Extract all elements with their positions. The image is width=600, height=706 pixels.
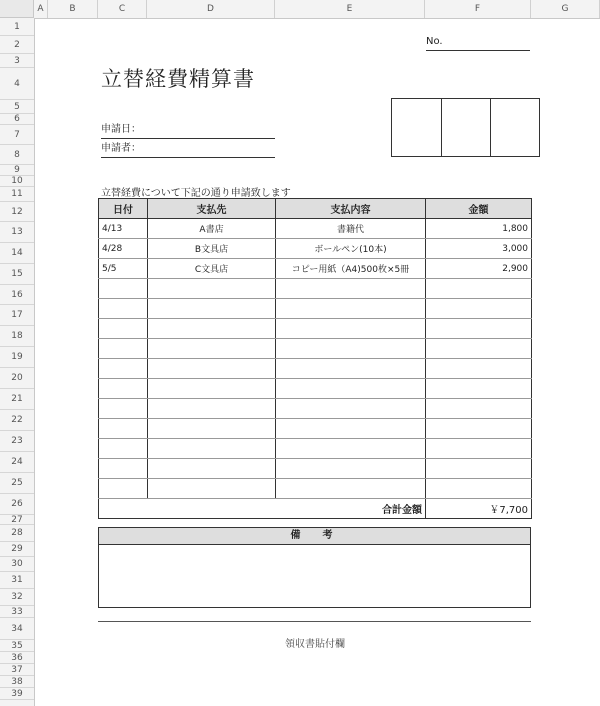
row-header-35[interactable]: 35 bbox=[0, 640, 34, 652]
cell-content[interactable] bbox=[276, 359, 426, 379]
cell-payee[interactable] bbox=[148, 479, 276, 499]
table-row bbox=[99, 439, 532, 459]
table-row bbox=[99, 359, 532, 379]
cell-date[interactable] bbox=[99, 279, 148, 299]
table-row bbox=[99, 459, 532, 479]
cell-date[interactable] bbox=[99, 439, 148, 459]
row-header-2[interactable]: 2 bbox=[0, 36, 34, 54]
cell-payee[interactable]: A書店 bbox=[148, 219, 276, 239]
cell-date[interactable] bbox=[99, 339, 148, 359]
row-header-17[interactable]: 17 bbox=[0, 305, 34, 326]
cell-amount[interactable]: 1,800 bbox=[426, 219, 532, 239]
cell-date[interactable] bbox=[99, 479, 148, 499]
table-row bbox=[99, 259, 532, 279]
cell-payee[interactable] bbox=[148, 359, 276, 379]
row-header-23[interactable]: 23 bbox=[0, 431, 34, 452]
cell-amount[interactable] bbox=[426, 399, 532, 419]
cell-content[interactable] bbox=[276, 459, 426, 479]
number-field[interactable]: No. bbox=[426, 36, 530, 51]
row-header-11[interactable]: 11 bbox=[0, 187, 34, 202]
row-header-39[interactable]: 39 bbox=[0, 688, 34, 700]
row-header-32[interactable]: 32 bbox=[0, 589, 34, 606]
row-header-15[interactable]: 15 bbox=[0, 264, 34, 285]
row-header-33[interactable]: 33 bbox=[0, 606, 34, 618]
receipt-divider bbox=[98, 621, 531, 622]
total-row bbox=[99, 499, 532, 519]
intro-text: 立替経費について下記の通り申請致します bbox=[101, 188, 291, 199]
row-header-24[interactable]: 24 bbox=[0, 452, 34, 473]
application-date-field[interactable]: 申請日： bbox=[101, 120, 275, 139]
cell-amount[interactable] bbox=[426, 379, 532, 399]
row-header-bar bbox=[0, 18, 35, 706]
row-header-37[interactable]: 37 bbox=[0, 664, 34, 676]
cell-date[interactable]: 5/5 bbox=[99, 259, 148, 279]
cell-amount[interactable]: 2,900 bbox=[426, 259, 532, 279]
cell-amount[interactable] bbox=[426, 319, 532, 339]
cell-payee[interactable] bbox=[148, 319, 276, 339]
row-header-16[interactable]: 16 bbox=[0, 285, 34, 305]
table-row bbox=[99, 279, 532, 299]
approval-stamp-box-1[interactable] bbox=[391, 98, 442, 157]
cell-date[interactable] bbox=[99, 379, 148, 399]
cell-content[interactable]: ボールペン(10本) bbox=[276, 239, 426, 259]
page-title: 立替経費精算書 bbox=[101, 67, 255, 91]
cell-payee[interactable] bbox=[148, 439, 276, 459]
cell-amount[interactable] bbox=[426, 419, 532, 439]
table-row bbox=[99, 299, 532, 319]
table-row bbox=[99, 399, 532, 419]
select-all-corner[interactable] bbox=[0, 0, 34, 18]
row-header-8[interactable]: 8 bbox=[0, 145, 34, 165]
cell-date[interactable] bbox=[99, 459, 148, 479]
row-header-28[interactable]: 28 bbox=[0, 525, 34, 542]
row-header-34[interactable]: 34 bbox=[0, 618, 34, 640]
row-header-3[interactable]: 3 bbox=[0, 54, 34, 68]
row-header-22[interactable]: 22 bbox=[0, 410, 34, 431]
cell-content[interactable] bbox=[276, 279, 426, 299]
row-header-13[interactable]: 13 bbox=[0, 222, 34, 243]
column-header-d[interactable]: D bbox=[147, 0, 275, 18]
cell-date[interactable] bbox=[99, 299, 148, 319]
row-header-18[interactable]: 18 bbox=[0, 326, 34, 347]
cell-date[interactable] bbox=[99, 399, 148, 419]
column-header-bar bbox=[0, 0, 600, 19]
cell-amount[interactable] bbox=[426, 339, 532, 359]
table-row bbox=[99, 219, 532, 239]
column-header-e[interactable]: E bbox=[275, 0, 425, 18]
row-header-26[interactable]: 26 bbox=[0, 494, 34, 515]
cell-content[interactable] bbox=[276, 439, 426, 459]
cell-content[interactable] bbox=[276, 379, 426, 399]
cell-content[interactable] bbox=[276, 399, 426, 419]
cell-payee[interactable] bbox=[148, 299, 276, 319]
row-header-21[interactable]: 21 bbox=[0, 389, 34, 410]
cell-content[interactable] bbox=[276, 339, 426, 359]
column-header-f[interactable]: F bbox=[425, 0, 531, 18]
row-header-7[interactable]: 7 bbox=[0, 125, 34, 145]
cell-date[interactable] bbox=[99, 419, 148, 439]
expense-table bbox=[98, 198, 532, 519]
row-header-9[interactable]: 9 bbox=[0, 165, 34, 176]
notes-box[interactable] bbox=[98, 527, 531, 608]
cell-payee[interactable] bbox=[148, 339, 276, 359]
cell-amount[interactable]: 3,000 bbox=[426, 239, 532, 259]
cell-date[interactable]: 4/13 bbox=[99, 219, 148, 239]
cell-payee[interactable] bbox=[148, 399, 276, 419]
cell-payee[interactable]: C文具店 bbox=[148, 259, 276, 279]
cell-amount[interactable] bbox=[426, 359, 532, 379]
row-header-6[interactable]: 6 bbox=[0, 114, 34, 125]
row-header-29[interactable]: 29 bbox=[0, 542, 34, 557]
cell-content[interactable] bbox=[276, 299, 426, 319]
total-label: 合計金額 bbox=[99, 499, 426, 519]
row-header-25[interactable]: 25 bbox=[0, 473, 34, 494]
row-header-20[interactable]: 20 bbox=[0, 368, 34, 389]
row-header-5[interactable]: 5 bbox=[0, 100, 34, 114]
cell-date[interactable] bbox=[99, 319, 148, 339]
row-header-10[interactable]: 10 bbox=[0, 176, 34, 187]
header-amount: 金額 bbox=[426, 199, 532, 219]
cell-amount[interactable] bbox=[426, 479, 532, 499]
cell-date[interactable] bbox=[99, 359, 148, 379]
table-row bbox=[99, 239, 532, 259]
table-row bbox=[99, 479, 532, 499]
approval-stamp-box-3[interactable] bbox=[490, 98, 540, 157]
row-header-14[interactable]: 14 bbox=[0, 243, 34, 264]
row-header-36[interactable]: 36 bbox=[0, 652, 34, 664]
table-row bbox=[99, 319, 532, 339]
cell-payee[interactable] bbox=[148, 379, 276, 399]
table-row bbox=[99, 339, 532, 359]
total-value[interactable]: ￥7,700 bbox=[426, 499, 532, 519]
column-header-c[interactable]: C bbox=[98, 0, 147, 18]
table-row bbox=[99, 419, 532, 439]
column-header-b[interactable]: B bbox=[48, 0, 98, 18]
cell-amount[interactable] bbox=[426, 439, 532, 459]
cell-amount[interactable] bbox=[426, 279, 532, 299]
column-header-g[interactable]: G bbox=[531, 0, 600, 18]
row-header-4[interactable]: 4 bbox=[0, 68, 34, 100]
cell-amount[interactable] bbox=[426, 299, 532, 319]
cell-content[interactable] bbox=[276, 419, 426, 439]
header-payee: 支払先 bbox=[148, 199, 276, 219]
cell-content[interactable]: コピー用紙（A4)500枚×5冊 bbox=[276, 259, 426, 279]
approval-stamp-box-2[interactable] bbox=[441, 98, 491, 157]
notes-header: 備 考 bbox=[99, 528, 530, 545]
row-header-31[interactable]: 31 bbox=[0, 572, 34, 589]
cell-payee[interactable]: B文具店 bbox=[148, 239, 276, 259]
column-header-a[interactable]: A bbox=[34, 0, 48, 18]
row-header-30[interactable]: 30 bbox=[0, 557, 34, 572]
cell-payee[interactable] bbox=[148, 459, 276, 479]
row-header-27[interactable]: 27 bbox=[0, 515, 34, 525]
cell-content[interactable] bbox=[276, 479, 426, 499]
applicant-field[interactable]: 申請者： bbox=[101, 139, 275, 158]
receipt-area-label: 領収書貼付欄 bbox=[285, 639, 345, 650]
cell-date[interactable]: 4/28 bbox=[99, 239, 148, 259]
cell-payee[interactable] bbox=[148, 419, 276, 439]
cell-payee[interactable] bbox=[148, 279, 276, 299]
cell-content[interactable] bbox=[276, 319, 426, 339]
cell-amount[interactable] bbox=[426, 459, 532, 479]
row-header-38[interactable]: 38 bbox=[0, 676, 34, 688]
header-date: 日付 bbox=[99, 199, 148, 219]
row-header-12[interactable]: 12 bbox=[0, 202, 34, 222]
cell-content[interactable]: 書籍代 bbox=[276, 219, 426, 239]
table-row bbox=[99, 379, 532, 399]
header-content: 支払内容 bbox=[276, 199, 426, 219]
row-header-1[interactable]: 1 bbox=[0, 18, 34, 36]
table-header-row bbox=[99, 199, 532, 219]
row-header-19[interactable]: 19 bbox=[0, 347, 34, 368]
